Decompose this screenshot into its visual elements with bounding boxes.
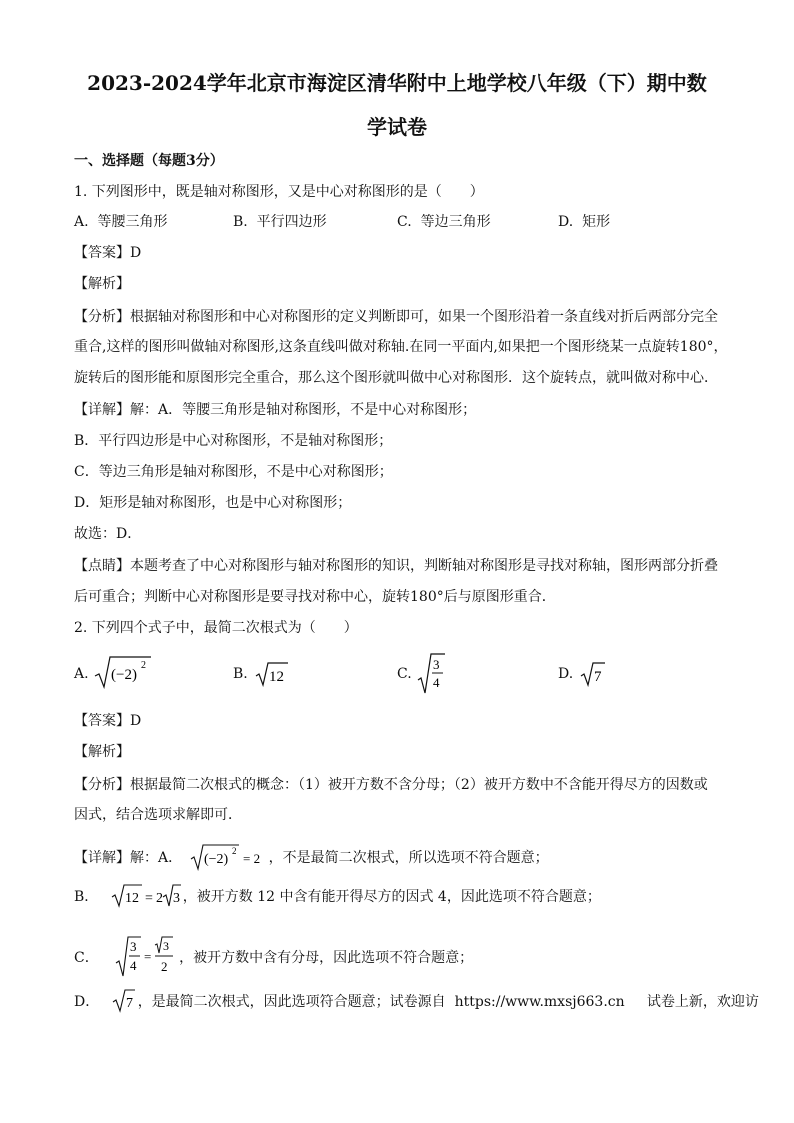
q1-option-c: C. 等边三角形 — [397, 214, 491, 230]
q2-detail-c-formula — [115, 935, 177, 979]
svg-text:2: 2 — [231, 846, 237, 856]
q2-option-a-radical — [93, 654, 153, 690]
q1-dianjing-line-1: 【点睛】本题考查了中心对称图形与轴对称图形的知识，判断轴对称图形是寻找对称轴，图形两部分折叠 — [74, 558, 718, 574]
q1-fenxi-line-2: 重合,这样的图形叫做轴对称图形,这条直线叫做对称轴.在同一平面内,如果把一个图形绕某一点旋转180°， — [74, 339, 728, 355]
svg-text:=: = — [144, 891, 153, 906]
q2-option-c-denominator: 4 — [433, 675, 440, 690]
q1-fenxi-line-3: 旋转后的图形能和原图形完全重合，那么这个图形就叫做中心对称图形．这个旋转点，就叫做对称中心． — [74, 370, 718, 386]
q2-detail-c: C． 3 4 = 3 2 ，被开方数中含有分母，因此选项不符合题意； — [74, 935, 473, 979]
q1-answer: 【答案】D — [74, 245, 142, 261]
q2-detail-a: 【详解】解：A． (−2) 2 = 2 ，不是最简二次根式，所以选项不符合题意； — [74, 843, 549, 871]
q1-detail-line-3: C．等边三角形是轴对称图形，不是中心对称图形； — [74, 464, 393, 480]
q1-detail-line-1: 【详解】解：A．等腰三角形是轴对称图形，不是中心对称图形； — [74, 402, 477, 418]
q2-detail-b-formula — [111, 883, 181, 909]
section-heading: 一、选择题（每题3分） — [74, 153, 224, 169]
q2-option-c-radical — [417, 652, 447, 696]
svg-text:3: 3 — [130, 939, 137, 954]
svg-text:3: 3 — [163, 939, 170, 953]
svg-text:2: 2 — [161, 959, 168, 974]
svg-text:3: 3 — [172, 891, 180, 906]
svg-text:2: 2 — [155, 891, 163, 906]
q1-option-a: A. 等腰三角形 — [74, 214, 168, 230]
q2-analysis-tag: 【解析】 — [74, 744, 130, 760]
q2-option-d-radical — [580, 660, 606, 688]
q2-answer: 【答案】D — [74, 713, 142, 729]
svg-text:12: 12 — [124, 891, 139, 906]
q1-dianjing-line-2: 后可重合；判断中心对称图形是要寻找对称中心，旋转180°后与原图形重合． — [74, 589, 556, 605]
q2-stem: 2. 下列四个式子中，最简二次根式为（ ） — [74, 620, 358, 636]
q1-detail-line-4: D．矩形是轴对称图形，也是中心对称图形； — [74, 495, 352, 511]
q2-detail-d: D． 7 ，是最简二次根式，因此选项符合题意；试卷源自 https://www.mxsj663.cn 试卷上新，欢迎访 — [74, 988, 759, 1014]
q2-option-c-numerator: 3 — [433, 657, 440, 672]
svg-text:=: = — [144, 949, 152, 964]
q2-option-d-radicand: 7 — [594, 669, 602, 685]
q1-stem: 1. 下列图形中，既是轴对称图形，又是中心对称图形的是（ ） — [74, 184, 484, 200]
q2-option-d-key: D. — [558, 666, 574, 682]
q1-option-b: B. 平行四边形 — [233, 214, 327, 230]
q2-option-a-base: (−2) — [111, 667, 137, 683]
q1-option-d: D. 矩形 — [558, 214, 611, 230]
q2-detail-d-formula — [112, 988, 136, 1014]
svg-text:= 2: = 2 — [242, 851, 260, 866]
q2-option-b-radicand: 12 — [269, 669, 284, 685]
q2-option-a-key: A. — [74, 666, 89, 682]
q2-detail-b: B． 12 = 2 3 ，被开方数 12 中含有能开得尽方的因式 4，因此选项不符合题意； — [74, 883, 601, 909]
q2-detail-a-formula — [189, 843, 267, 871]
document-title-line-1: 2023-2024学年北京市海淀区清华附中上地学校八年级（下）期中数 — [87, 71, 707, 95]
q2-option-b-key: B. — [233, 666, 248, 682]
source-link[interactable]: https://www.mxsj663.cn — [454, 994, 625, 1010]
q2-option-b-radical — [255, 660, 289, 688]
q2-option-c-key: C. — [397, 666, 412, 682]
q1-fenxi-line-1: 【分析】根据轴对称图形和中心对称图形的定义判断即可，如果一个图形沿着一条直线对折后两部分完全 — [74, 309, 718, 325]
svg-text:(−2): (−2) — [203, 852, 228, 867]
q1-detail-line-2: B．平行四边形是中心对称图形，不是轴对称图形； — [74, 433, 393, 449]
document-title-line-2: 学试卷 — [367, 115, 427, 139]
q2-fenxi-line-1: 【分析】根据最简二次根式的概念：（1）被开方数不含分母；（2）被开方数中不含能开得尽方的因数或 — [74, 777, 708, 793]
svg-text:4: 4 — [130, 958, 137, 973]
q1-analysis-tag: 【解析】 — [74, 276, 130, 292]
q2-fenxi-line-2: 因式，结合选项求解即可． — [74, 807, 242, 823]
q2-option-a-exponent: 2 — [141, 660, 146, 671]
q1-detail-line-5: 故选：D． — [74, 526, 142, 542]
svg-text:7: 7 — [125, 996, 133, 1011]
